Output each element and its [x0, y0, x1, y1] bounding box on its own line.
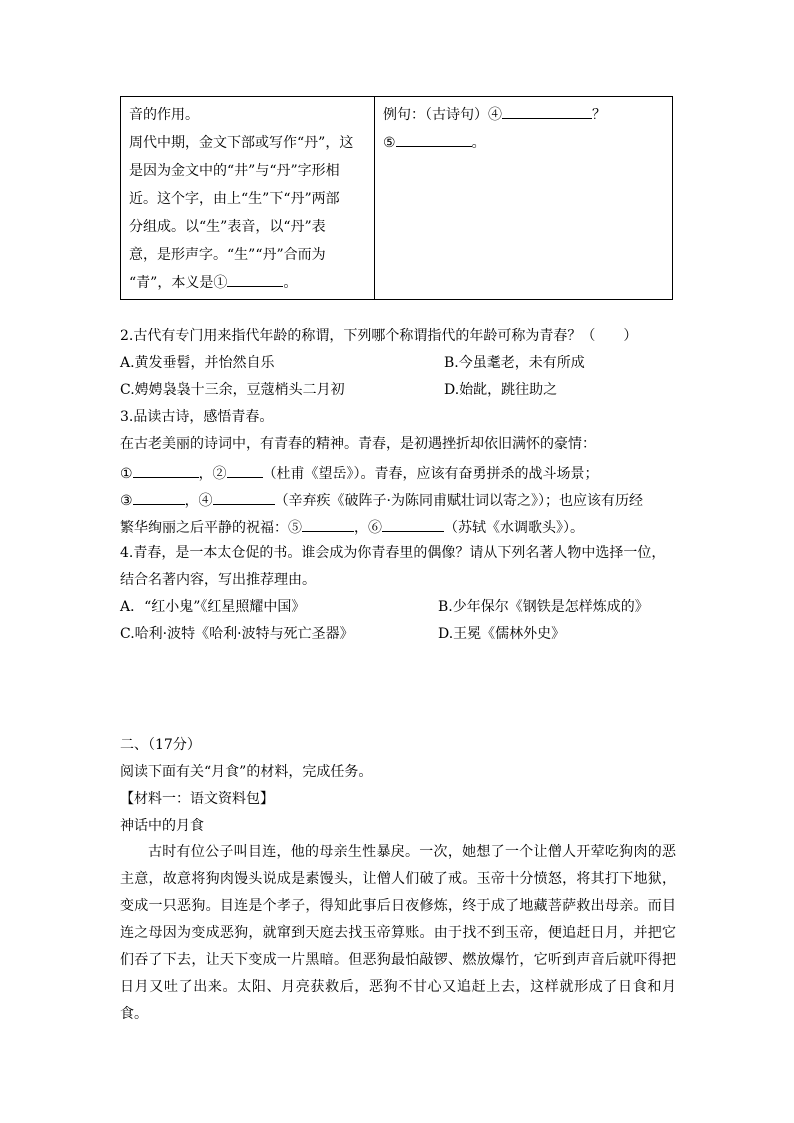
- answer-blank[interactable]: [302, 515, 354, 532]
- table-text-line: [383, 101, 672, 129]
- question-2-stem: 2.古代有专门用来指代年龄的称谓，下列哪个称谓指代的年龄可称为青春？（ ）: [120, 328, 638, 344]
- table-text-line: 近。这个字，由上“生”下“丹”两部: [129, 191, 340, 207]
- question-text: （苏轼《水调歌头》）。: [444, 520, 584, 536]
- question-3-line: [120, 515, 584, 538]
- blank-marker: ①: [120, 466, 133, 482]
- question-3-title: 3.品读古诗，感悟青春。: [120, 409, 274, 425]
- blank-marker: ，⑥: [354, 520, 382, 536]
- material-title: 【材料一：语文资料包】: [120, 791, 274, 807]
- answer-blank[interactable]: [382, 515, 444, 532]
- table-text-line: 分组成。以“生”表音，以“丹”表: [129, 219, 326, 235]
- answer-blank[interactable]: [133, 488, 185, 505]
- section-heading: 二、（17分）: [120, 737, 201, 753]
- question-4-options-row-1: [120, 597, 680, 617]
- blank-marker: ，②: [198, 466, 227, 482]
- option-b[interactable]: B.今虽耄老，未有所成: [444, 355, 585, 371]
- table-text-line: [129, 269, 374, 297]
- answer-blank[interactable]: [227, 461, 263, 478]
- question-3-line: [120, 461, 599, 484]
- table-text-prefix: “青”，本义是①: [129, 275, 228, 291]
- blank-marker: ⑤: [383, 135, 396, 151]
- question-2-options-row-2: [120, 380, 680, 400]
- question-text: 繁华绚丽之后平静的祝福：⑤: [120, 520, 302, 536]
- question-4-stem: 结合名著内容，写出推荐理由。: [120, 572, 316, 588]
- question-3-line: [120, 488, 643, 511]
- question-4-options-row-2: [120, 624, 680, 644]
- table-text-suffix: 。: [471, 135, 486, 151]
- option-d[interactable]: D.王冕《儒林外史》: [438, 626, 566, 642]
- question-3-line: 在古老美丽的诗词中，有青春的精神。青春，是初遇挫折却依旧满怀的豪情：: [120, 436, 596, 452]
- table-text-suffix: ？: [592, 107, 606, 123]
- table-text-line: [383, 129, 672, 157]
- option-c[interactable]: C.哈利·波特《哈利·波特与死亡圣器》: [120, 626, 354, 642]
- table-text-line: 意，是形声字。“生”“丹”合而为: [129, 247, 326, 263]
- answer-blank[interactable]: [227, 270, 283, 287]
- answer-blank[interactable]: [502, 102, 592, 119]
- character-table: [120, 96, 673, 300]
- question-2-options-row-1: [120, 353, 680, 373]
- option-a[interactable]: A．“红小鬼”《红星照耀中国》: [120, 599, 306, 615]
- table-cell-left: [121, 97, 375, 299]
- question-text: （辛弃疾《破阵子·为陈同甫赋壮词以寄之》）；也应该有历经: [274, 493, 644, 509]
- option-c[interactable]: C.娉娉袅袅十三余，豆蔻梢头二月初: [120, 382, 345, 398]
- table-text-line: 是因为金文中的“井”与“丹”字形相: [129, 163, 340, 179]
- table-text-line: 周代中期，金文下部或写作“丹”，这: [129, 135, 354, 151]
- option-b[interactable]: B.少年保尔《钢铁是怎样炼成的》: [438, 599, 649, 615]
- blank-marker: ③: [120, 493, 133, 509]
- option-a[interactable]: A.黄发垂髫，并怡然自乐: [120, 355, 275, 371]
- answer-blank[interactable]: [133, 461, 199, 478]
- table-cell-right: [375, 97, 672, 299]
- table-text-suffix: 。: [283, 275, 298, 291]
- blank-marker: ，④: [184, 493, 213, 509]
- question-4-stem: 4.青春，是一本太仓促的书。谁会成为你青春里的偶像？请从下列名著人物中选择一位，: [120, 545, 666, 561]
- example-label: 例句：（古诗句）④: [383, 107, 502, 123]
- answer-blank[interactable]: [396, 130, 472, 147]
- material-subtitle: 神话中的月食: [120, 818, 204, 834]
- table-text-line: 音的作用。: [129, 107, 199, 123]
- question-text: （杜甫《望岳》）。青春，应该有奋勇拼杀的战斗场景；: [262, 466, 599, 482]
- material-paragraph: 古时有位公子叫目连，他的母亲生性暴戾。一次，她想了一个让僧人开荤吃狗肉的恶主意，故意将狗肉馒头说成是素馒头，让僧人们破了戒。玉帝十分愤怒，将其打下地狱，变成一只恶狗。目连是个孝子，得知此事后日夜修炼，终于成了地藏菩萨救出母亲。而目连之母因为变成恶狗，就窜到天庭去找玉帝算账。由于找不到玉帝，便追赶日月，并把它们吞了下去，让天下变成一片黑暗。但恶狗最怕敲锣、燃放爆竹，它听到声音后就吓得把日月又吐了出来。太阳、月亮获救后，恶狗不甘心又追赶上去，这样就形成了日食和月食。: [120, 844, 676, 1022]
- option-d[interactable]: D.始龀，跳往助之: [444, 382, 558, 398]
- answer-blank[interactable]: [213, 488, 275, 505]
- section-intro: 阅读下面有关“月食”的材料，完成任务。: [120, 764, 373, 780]
